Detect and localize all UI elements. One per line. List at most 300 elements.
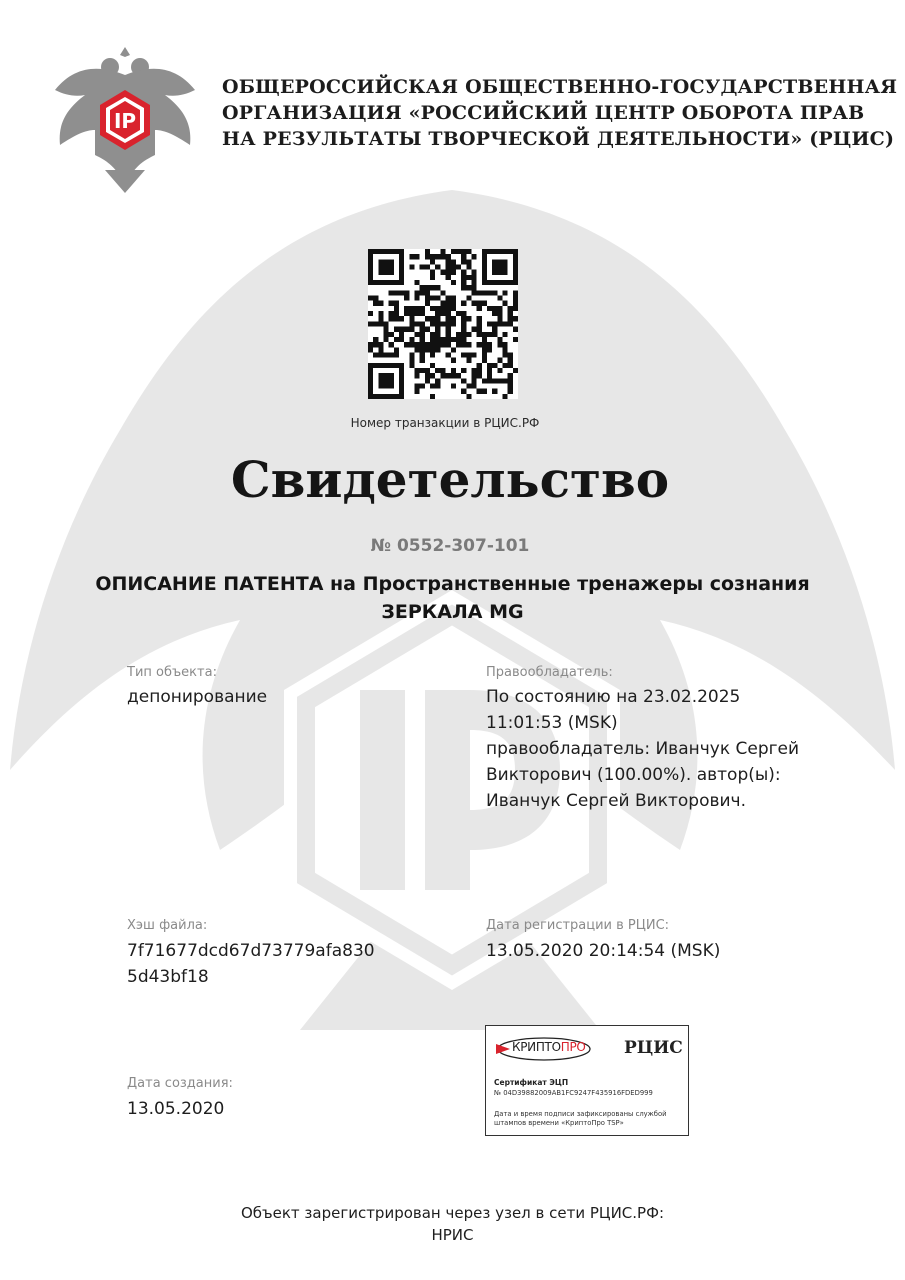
qr-module: [430, 383, 435, 388]
rcis-emblem: [50, 35, 200, 195]
qr-module: [399, 327, 404, 332]
qr-module: [420, 352, 425, 357]
qr-module: [378, 347, 383, 352]
qr-module: [461, 259, 466, 264]
qr-module: [446, 306, 451, 311]
qr-module: [451, 347, 456, 352]
creation-date-label: Дата создания:: [127, 1076, 233, 1091]
qr-module: [430, 285, 435, 290]
qr-module: [477, 332, 482, 337]
qr-module: [451, 265, 456, 270]
qr-module: [497, 378, 502, 383]
qr-module: [389, 290, 394, 295]
qr-module: [430, 332, 435, 337]
qr-finder-pattern: [378, 373, 394, 389]
qr-module: [446, 265, 451, 270]
qr-module: [435, 383, 440, 388]
qr-caption: Номер транзакции в РЦИС.РФ: [350, 416, 540, 430]
qr-module: [451, 373, 456, 378]
qr-module: [492, 290, 497, 295]
qr-module: [420, 306, 425, 311]
rightholder-line: По состоянию на 23.02.2025: [486, 687, 741, 707]
qr-module: [513, 316, 518, 321]
qr-module: [430, 259, 435, 264]
qr-module: [415, 290, 420, 295]
qr-module: [373, 342, 378, 347]
qr-module: [461, 316, 466, 321]
qr-module: [399, 337, 404, 342]
qr-module: [415, 389, 420, 394]
qr-module: [446, 259, 451, 264]
qr-module: [425, 301, 430, 306]
qr-module: [415, 280, 420, 285]
qr-module: [409, 254, 414, 259]
qr-module: [425, 249, 430, 254]
qr-module: [384, 321, 389, 326]
qr-module: [368, 342, 373, 347]
qr-module: [420, 285, 425, 290]
qr-module: [461, 280, 466, 285]
qr-module: [409, 265, 414, 270]
qr-module: [471, 270, 476, 275]
timestamp-note: [494, 1110, 684, 1128]
qr-module: [446, 373, 451, 378]
qr-module: [477, 373, 482, 378]
qr-module: [430, 296, 435, 301]
qr-module: [435, 306, 440, 311]
qr-module: [420, 358, 425, 363]
qr-module: [471, 290, 476, 295]
qr-module: [446, 327, 451, 332]
qr-module: [425, 373, 430, 378]
qr-module: [368, 321, 373, 326]
qr-module: [471, 368, 476, 373]
qr-module: [430, 254, 435, 259]
qr-module: [461, 311, 466, 316]
qr-module: [435, 378, 440, 383]
qr-module: [492, 321, 497, 326]
qr-module: [425, 316, 430, 321]
qr-module: [430, 337, 435, 342]
qr-module: [513, 301, 518, 306]
qr-module: [508, 311, 513, 316]
qr-module: [440, 368, 445, 373]
qr-module: [440, 321, 445, 326]
qr-module: [508, 378, 513, 383]
qr-module: [477, 301, 482, 306]
qr-module: [487, 342, 492, 347]
qr-module: [425, 378, 430, 383]
qr-module: [368, 347, 373, 352]
qr-module: [378, 342, 383, 347]
qr-module: [409, 327, 414, 332]
qr-module: [461, 327, 466, 332]
qr-module: [440, 342, 445, 347]
qr-module: [394, 337, 399, 342]
qr-module: [446, 352, 451, 357]
qr-module: [502, 394, 507, 399]
qr-module: [502, 290, 507, 295]
qr-module: [477, 368, 482, 373]
qr-module: [456, 342, 461, 347]
qr-module: [446, 275, 451, 280]
qr-module: [461, 254, 466, 259]
qr-module: [461, 368, 466, 373]
qr-module: [471, 275, 476, 280]
qr-module: [409, 352, 414, 357]
cryptopro-logo-text: [512, 1040, 586, 1054]
qr-module: [461, 332, 466, 337]
qr-module: [477, 363, 482, 368]
qr-module: [440, 301, 445, 306]
qr-module: [497, 368, 502, 373]
qr-module: [508, 306, 513, 311]
qr-module: [451, 301, 456, 306]
qr-module: [435, 332, 440, 337]
qr-module: [456, 373, 461, 378]
qr-module: [466, 394, 471, 399]
qr-module: [440, 373, 445, 378]
qr-module: [477, 290, 482, 295]
registration-date-value: 13.05.2020 20:14:54 (MSK): [486, 941, 721, 961]
qr-module: [430, 373, 435, 378]
qr-module: [446, 296, 451, 301]
organization-name: [222, 74, 898, 152]
qr-module: [502, 363, 507, 368]
qr-module: [394, 290, 399, 295]
qr-module: [508, 358, 513, 363]
qr-module: [404, 290, 409, 295]
qr-module: [404, 296, 409, 301]
qr-module: [378, 321, 383, 326]
qr-module: [502, 342, 507, 347]
qr-module: [420, 265, 425, 270]
qr-module: [513, 327, 518, 332]
qr-module: [384, 352, 389, 357]
qr-module: [477, 316, 482, 321]
qr-module: [482, 342, 487, 347]
timestamp-note-line-2: штампов времени «КриптоПро TSP»: [494, 1119, 624, 1127]
qr-module: [466, 383, 471, 388]
qr-module: [513, 306, 518, 311]
qr-module: [477, 342, 482, 347]
qr-module: [456, 311, 461, 316]
qr-module: [420, 342, 425, 347]
qr-module: [430, 363, 435, 368]
qr-module: [497, 306, 502, 311]
qr-module: [482, 290, 487, 295]
rightholder-label: Правообладатель:: [486, 665, 613, 680]
qr-module: [451, 280, 456, 285]
qr-module: [440, 254, 445, 259]
qr-module: [415, 306, 420, 311]
qr-module: [384, 332, 389, 337]
qr-module: [440, 290, 445, 295]
qr-module: [477, 327, 482, 332]
qr-module: [466, 249, 471, 254]
organization-name-line-3: НА РЕЗУЛЬТАТЫ ТВОРЧЕСКОЙ ДЕЯТЕЛЬНОСТИ» (РЦИС): [222, 128, 895, 150]
qr-module: [420, 337, 425, 342]
qr-module: [389, 352, 394, 357]
qr-module: [389, 332, 394, 337]
qr-module: [461, 389, 466, 394]
qr-module: [492, 389, 497, 394]
qr-module: [394, 306, 399, 311]
qr-module: [461, 337, 466, 342]
qr-module: [415, 342, 420, 347]
qr-module: [477, 321, 482, 326]
qr-module: [508, 383, 513, 388]
qr-module: [409, 337, 414, 342]
qr-module: [430, 270, 435, 275]
qr-module: [384, 327, 389, 332]
object-name: [60, 570, 845, 626]
qr-module: [487, 368, 492, 373]
qr-module: [425, 327, 430, 332]
qr-module: [502, 321, 507, 326]
qr-module: [487, 290, 492, 295]
certificate-title: Свидетельство: [230, 450, 670, 509]
qr-module: [425, 285, 430, 290]
footer-line-1: Объект зарегистрирован через узел в сети РЦИС.РФ:: [240, 1204, 665, 1222]
qr-module: [435, 368, 440, 373]
qr-module: [394, 347, 399, 352]
qr-module: [394, 327, 399, 332]
qr-module: [409, 306, 414, 311]
qr-module: [451, 306, 456, 311]
qr-module: [404, 311, 409, 316]
qr-module: [487, 347, 492, 352]
qr-module: [456, 265, 461, 270]
qr-module: [451, 358, 456, 363]
qr-module: [482, 347, 487, 352]
qr-module: [409, 363, 414, 368]
qr-module: [487, 373, 492, 378]
qr-module: [378, 311, 383, 316]
qr-module: [415, 373, 420, 378]
qr-module: [415, 321, 420, 326]
qr-module: [461, 378, 466, 383]
qr-module: [373, 352, 378, 357]
organization-name-line-2: ОРГАНИЗАЦИЯ «РОССИЙСКИЙ ЦЕНТР ОБОРОТА ПРАВ: [222, 102, 865, 124]
qr-module: [435, 316, 440, 321]
qr-module: [399, 290, 404, 295]
qr-module: [482, 337, 487, 342]
qr-module: [471, 352, 476, 357]
qr-module: [430, 342, 435, 347]
qr-module: [456, 332, 461, 337]
qr-module: [404, 342, 409, 347]
qr-module: [404, 327, 409, 332]
qr-module: [482, 352, 487, 357]
qr-module: [446, 301, 451, 306]
qr-module: [384, 337, 389, 342]
qr-module: [435, 347, 440, 352]
qr-module: [471, 285, 476, 290]
qr-module: [415, 383, 420, 388]
qr-module: [487, 363, 492, 368]
qr-module: [389, 311, 394, 316]
qr-module: [368, 311, 373, 316]
qr-module: [497, 296, 502, 301]
qr-module: [409, 342, 414, 347]
qr-module: [461, 301, 466, 306]
qr-module: [425, 290, 430, 295]
qr-module: [420, 368, 425, 373]
qr-module: [420, 311, 425, 316]
qr-module: [425, 347, 430, 352]
qr-module: [482, 378, 487, 383]
qr-module: [415, 347, 420, 352]
creation-date-value: 13.05.2020: [127, 1099, 225, 1119]
qr-module: [409, 316, 414, 321]
qr-module: [451, 337, 456, 342]
qr-module: [466, 296, 471, 301]
qr-module: [430, 275, 435, 280]
qr-module: [389, 342, 394, 347]
qr-module: [492, 306, 497, 311]
qr-module: [394, 301, 399, 306]
qr-module: [461, 275, 466, 280]
transaction-qr-code[interactable]: [368, 249, 518, 399]
qr-module: [461, 321, 466, 326]
logo-part-1: КРИПТО: [512, 1040, 561, 1054]
qr-module: [373, 321, 378, 326]
organization-name-line-1: ОБЩЕРОССИЙСКАЯ ОБЩЕСТВЕННО-ГОСУДАРСТВЕННАЯ: [222, 76, 898, 98]
qr-module: [482, 358, 487, 363]
footer-note: [150, 1202, 755, 1246]
qr-module: [378, 316, 383, 321]
qr-module: [435, 321, 440, 326]
qr-module: [471, 327, 476, 332]
qr-module: [404, 306, 409, 311]
qr-module: [508, 316, 513, 321]
qr-module: [430, 321, 435, 326]
qr-module: [430, 316, 435, 321]
qr-module: [373, 301, 378, 306]
qr-module: [446, 311, 451, 316]
qr-module: [482, 301, 487, 306]
qr-module: [492, 332, 497, 337]
qr-module: [508, 389, 513, 394]
file-hash-line-2: 5d43bf18: [127, 967, 209, 987]
qr-finder-pattern: [378, 259, 394, 275]
qr-module: [466, 358, 471, 363]
qr-module: [477, 306, 482, 311]
qr-module: [497, 358, 502, 363]
qr-module: [446, 337, 451, 342]
logo-part-2: ПРО: [560, 1040, 586, 1054]
qr-module: [502, 378, 507, 383]
qr-module: [513, 337, 518, 342]
qr-module: [497, 316, 502, 321]
qr-module: [440, 249, 445, 254]
qr-module: [430, 352, 435, 357]
qr-module: [378, 352, 383, 357]
qr-finder-pattern: [492, 259, 508, 275]
qr-module: [487, 332, 492, 337]
qr-module: [430, 306, 435, 311]
qr-module: [394, 316, 399, 321]
qr-module: [409, 358, 414, 363]
qr-module: [446, 316, 451, 321]
qr-module: [415, 311, 420, 316]
qr-module: [425, 368, 430, 373]
qr-module: [415, 296, 420, 301]
qr-module: [446, 321, 451, 326]
qr-module: [492, 363, 497, 368]
qr-module: [508, 363, 513, 368]
qr-module: [440, 311, 445, 316]
qr-module: [446, 270, 451, 275]
qr-module: [420, 321, 425, 326]
qr-module: [415, 254, 420, 259]
qr-module: [435, 337, 440, 342]
qr-module: [446, 254, 451, 259]
qr-module: [461, 285, 466, 290]
qr-module: [471, 378, 476, 383]
qr-module: [409, 321, 414, 326]
qr-module: [471, 301, 476, 306]
qr-module: [497, 342, 502, 347]
qr-module: [497, 311, 502, 316]
qr-module: [430, 347, 435, 352]
rightholder-value: [486, 684, 816, 814]
qr-module: [378, 301, 383, 306]
qr-module: [435, 327, 440, 332]
qr-module: [487, 306, 492, 311]
qr-module: [446, 342, 451, 347]
qr-module: [435, 296, 440, 301]
qr-module: [399, 332, 404, 337]
qr-module: [497, 337, 502, 342]
qr-module: [415, 368, 420, 373]
qr-module: [497, 321, 502, 326]
file-hash-label: Хэш файла:: [127, 918, 208, 933]
qr-module: [425, 342, 430, 347]
qr-module: [451, 296, 456, 301]
qr-module: [451, 383, 456, 388]
qr-module: [466, 259, 471, 264]
qr-module: [451, 368, 456, 373]
qr-module: [508, 373, 513, 378]
rightholder-line: правообладатель: Иванчук Сергей: [486, 739, 800, 759]
registration-date-label: Дата регистрации в РЦИС:: [486, 918, 670, 933]
qr-module: [394, 352, 399, 357]
qr-module: [420, 383, 425, 388]
qr-module: [513, 296, 518, 301]
qr-module: [466, 352, 471, 357]
qr-module: [466, 316, 471, 321]
qr-module: [409, 311, 414, 316]
certificate-id: № 04D39882009AB1FC9247F435916FDED999: [494, 1089, 653, 1097]
certificate-number: № 0552-307-101: [370, 536, 530, 556]
qr-module: [487, 321, 492, 326]
certificate-title-small: Сертификат ЭЦП: [494, 1078, 569, 1087]
qr-module: [420, 290, 425, 295]
qr-module: [466, 332, 471, 337]
qr-module: [461, 270, 466, 275]
qr-module: [471, 383, 476, 388]
qr-module: [451, 321, 456, 326]
qr-module: [466, 275, 471, 280]
qr-module: [461, 352, 466, 357]
qr-module: [513, 368, 518, 373]
qr-module: [435, 285, 440, 290]
rightholder-line: Викторович (100.00%). автор(ы):: [486, 765, 781, 785]
qr-module: [461, 249, 466, 254]
qr-module: [508, 352, 513, 357]
